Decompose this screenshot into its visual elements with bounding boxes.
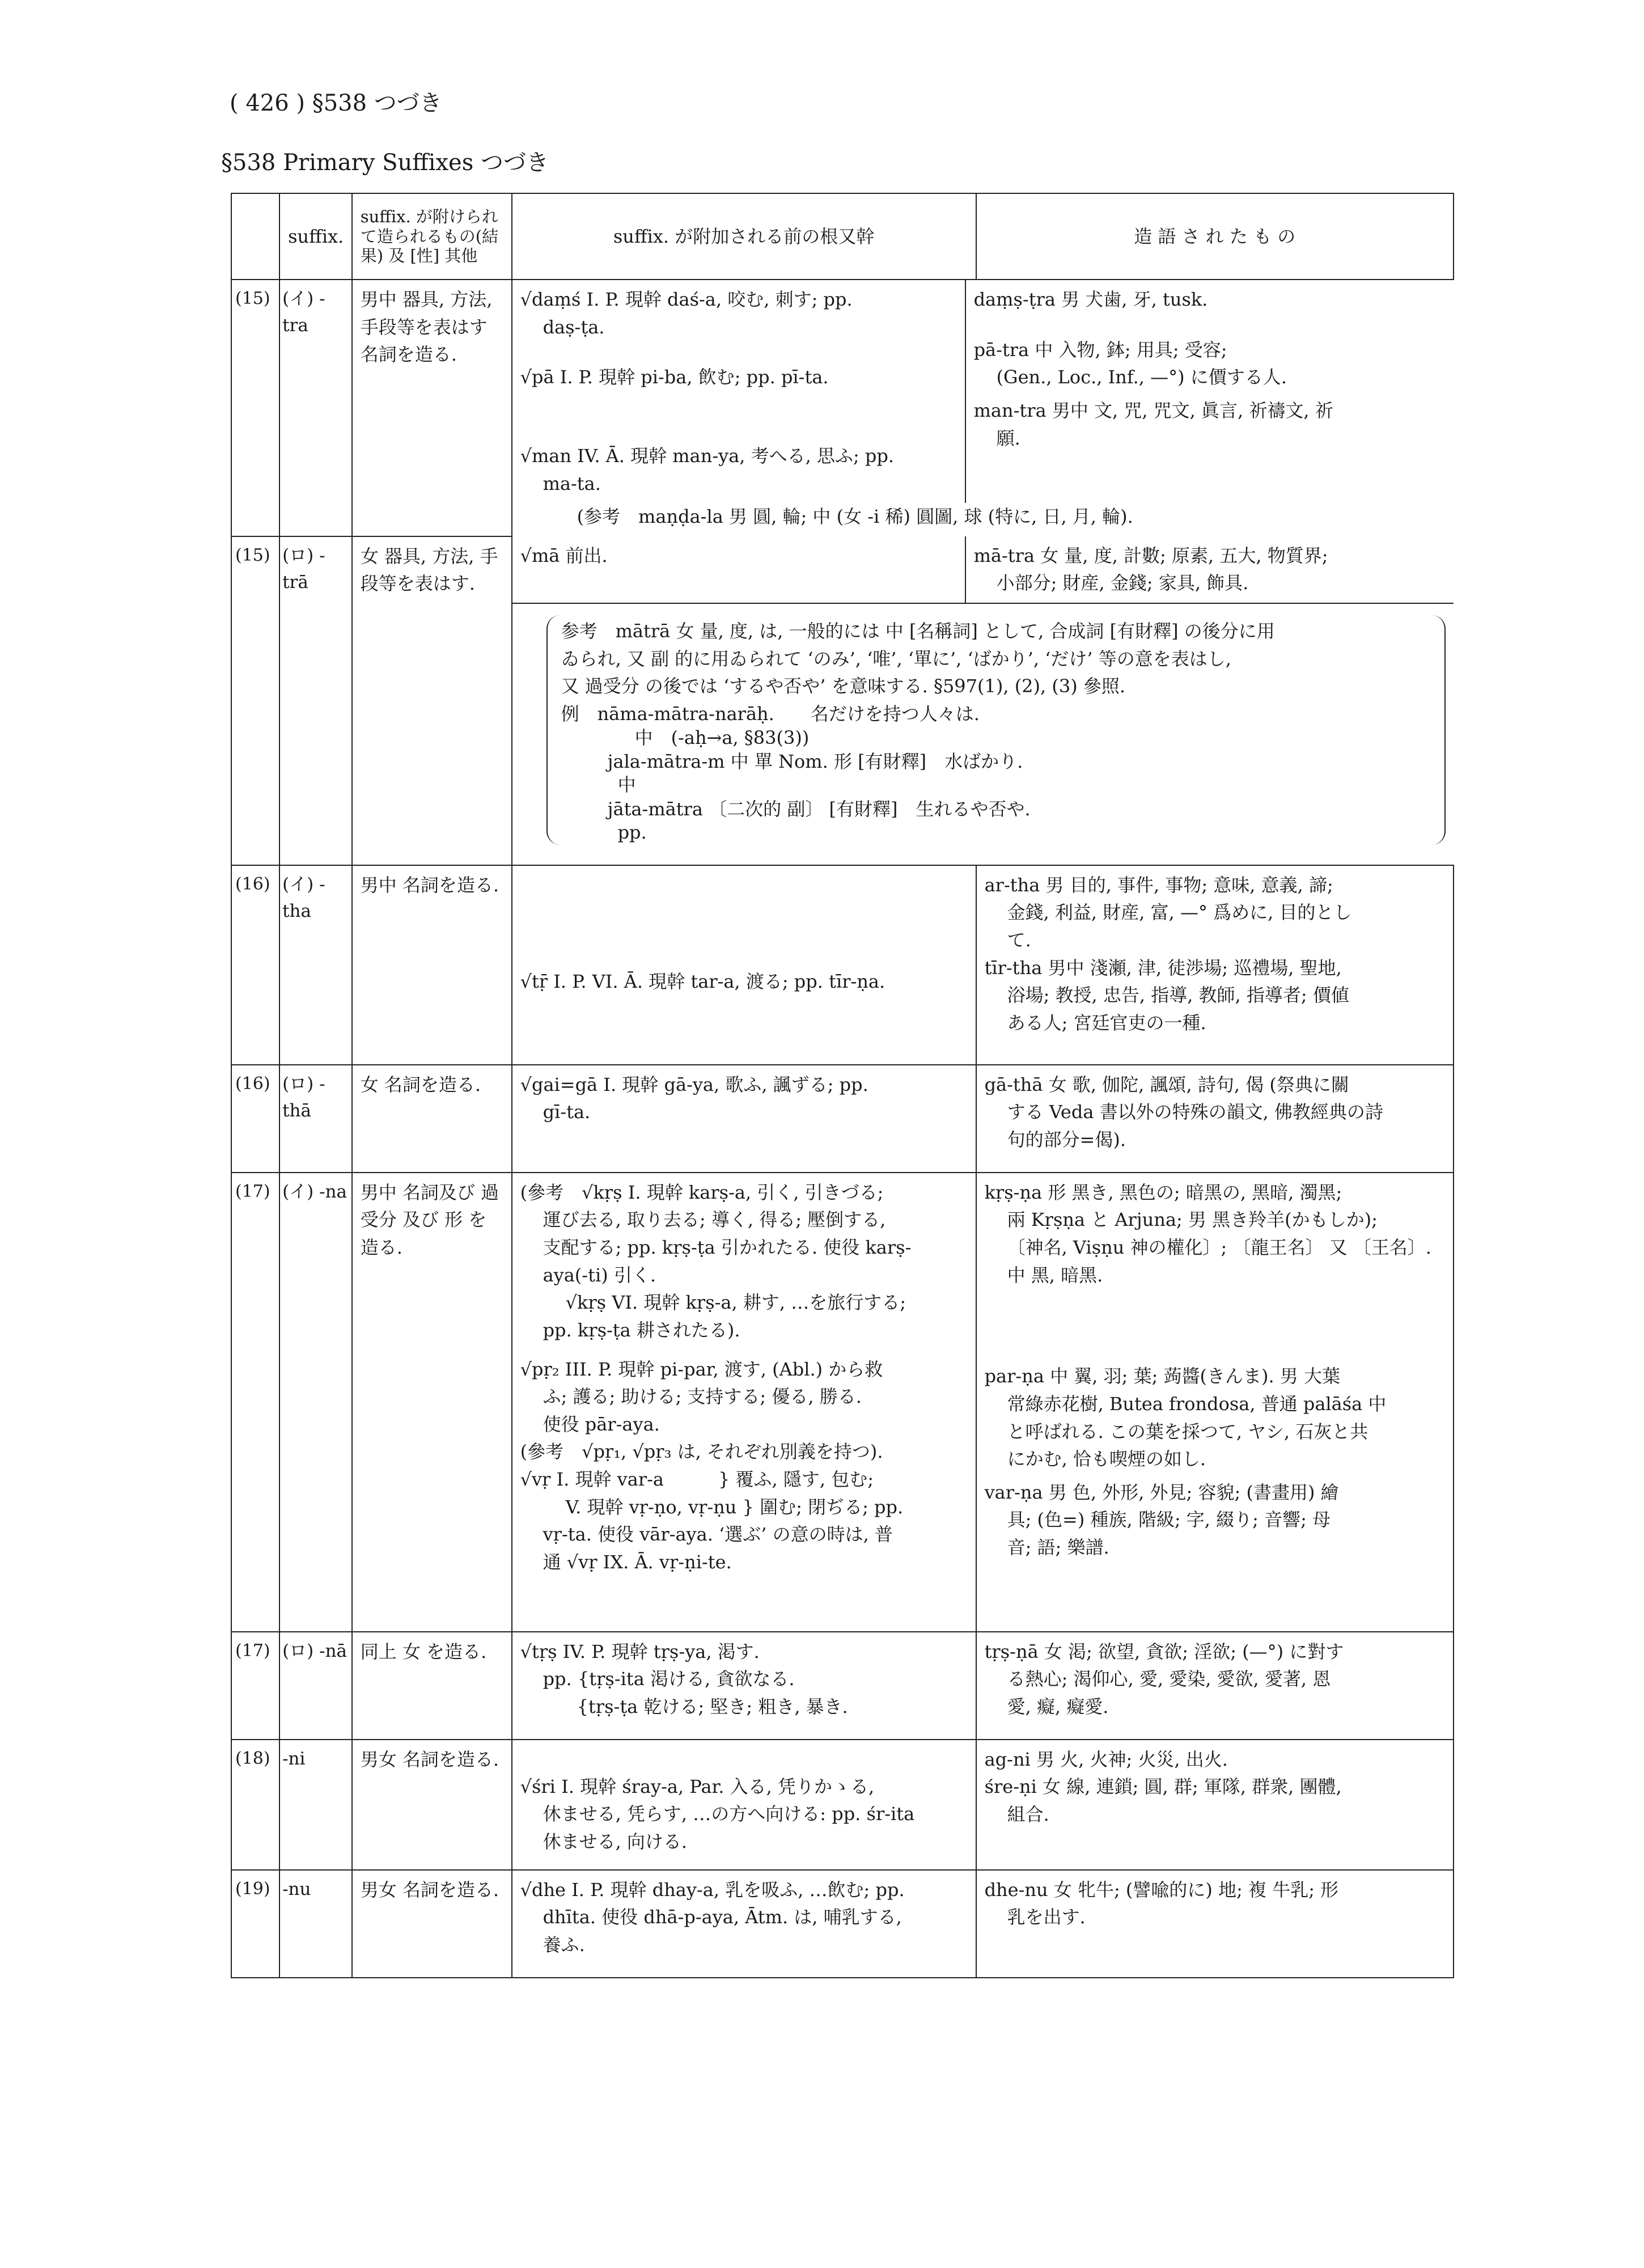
root-line: 運び去る, 取り去る; 導く, 得る; 壓倒する, bbox=[543, 1209, 886, 1231]
root-line: pp. {tṛṣ-ita 渇ける, 貪欲なる. bbox=[543, 1668, 795, 1690]
spacer bbox=[974, 314, 1446, 336]
spacer bbox=[520, 871, 968, 968]
header-root: suffix. が附加される前の根又幹 bbox=[512, 193, 976, 280]
root-line: √vṛ I. 現幹 var-a } 覆ふ, 隱す, 包む; bbox=[520, 1469, 874, 1490]
root-line: gī-ta. bbox=[543, 1101, 591, 1123]
formed-line: par-ṇa 中 翼, 羽; 葉; 蒟醬(きんま). 男 大葉 bbox=[984, 1365, 1341, 1387]
note-line: 例 nāma-mātra-narāḥ. 名だけを持つ人々は. bbox=[561, 703, 980, 725]
note-line: pp. bbox=[617, 822, 647, 844]
formed-line: 浴場; 教授, 忠告, 指導, 教師, 指導者; 價値 bbox=[1007, 984, 1349, 1006]
formed-line: る熱心; 渴仰心, 愛, 愛染, 愛欲, 愛著, 恩 bbox=[1007, 1668, 1331, 1690]
formed-cell bbox=[976, 1065, 1454, 1173]
formed-line: var-ṇa 男 色, 外形, 外見; 容貌; (書畫用) 繪 bbox=[984, 1481, 1339, 1503]
root-cell bbox=[512, 536, 965, 603]
root-line: (參考 √pṛ₁, √pṛ₃ は, それぞれ別義を持つ). bbox=[520, 1441, 883, 1463]
formed-line: 金錢, 利益, 財産, 富, —° 爲めに, 目的とし bbox=[1007, 902, 1352, 924]
row-number: (15) bbox=[231, 536, 279, 865]
root-line: √man IV. Ā. 現幹 man-ya, 考へる, 思ふ; pp. bbox=[520, 445, 895, 467]
root-line: ma-ta. bbox=[543, 472, 601, 494]
root-line: 使役 pār-aya. bbox=[543, 1413, 660, 1435]
formed-line: 句的部分=偈). bbox=[1007, 1129, 1126, 1150]
table-row bbox=[231, 1173, 1454, 1632]
formed-line: 〔神名, Viṣṇu 神の權化〕; 〔龍王名〕 又 〔王名〕. bbox=[1007, 1237, 1431, 1258]
row-number: (18) bbox=[231, 1740, 279, 1870]
formed-line: にかむ, 恰も喫煙の如し. bbox=[1007, 1448, 1206, 1470]
note-line: ゐられ, 又 副 的に用ゐられて ‘のみ’, ‘唯’, ‘單に’, ‘ばかり’, ‘だけ’ 等の意を表はし, bbox=[561, 648, 1231, 670]
formed-line: 愛, 癡, 癡愛. bbox=[1007, 1696, 1109, 1717]
root-line: √daṃś I. P. 現幹 daś-a, 咬む, 刺す; pp. bbox=[520, 289, 853, 310]
result-cell: 男中 名詞を造る. bbox=[352, 865, 512, 1065]
root-line: ふ; 護る; 助ける; 支持する; 優る, 勝る. bbox=[543, 1386, 862, 1408]
suffix-cell: (イ) -tra bbox=[279, 280, 352, 536]
formed-line: 中 黑, 暗黑. bbox=[1007, 1264, 1103, 1286]
table-row bbox=[231, 1740, 1454, 1870]
formed-line: gā-thā 女 歌, 伽陀, 諷頌, 詩句, 偈 (祭典に關 bbox=[984, 1073, 1349, 1095]
result-cell: 女 器具, 方法, 手段等を表はす. bbox=[352, 536, 512, 865]
suffix-cell: (ロ) -nā bbox=[279, 1632, 352, 1740]
note-line: 中 (-aḥ→a, §83(3)) bbox=[634, 726, 810, 748]
spacer bbox=[985, 1473, 1445, 1479]
inner-table bbox=[512, 280, 1454, 536]
result-cell: 男女 名詞を造る. bbox=[352, 1740, 512, 1870]
formed-line: (Gen., Loc., Inf., —°) に價する人. bbox=[996, 366, 1287, 388]
header-result: suffix. が附けられて造られるもの(結果) 及 [性] 其他 bbox=[352, 193, 512, 280]
root-formed-group bbox=[512, 280, 1454, 536]
root-line: daṣ-ṭa. bbox=[543, 316, 605, 338]
formed-line: ある人; 宮廷官吏の一種. bbox=[1007, 1012, 1206, 1034]
table-row bbox=[231, 1065, 1454, 1173]
page-header: ( 426 ) §538 つづき bbox=[230, 90, 442, 116]
header-formed: 造 語 さ れ た も の bbox=[976, 193, 1454, 280]
root-line: √kṛṣ VI. 現幹 kṛṣ-a, 耕す, …を旅行する; bbox=[565, 1292, 906, 1314]
row-number: (16) bbox=[231, 865, 279, 1065]
formed-line: する Veda 書以外の特殊の韻文, 佛教經典の詩 bbox=[1007, 1101, 1383, 1123]
spacer bbox=[985, 1289, 1445, 1363]
root-formed-group bbox=[512, 536, 1454, 865]
spacer bbox=[520, 1746, 968, 1773]
suffix-cell: (イ) -tha bbox=[279, 865, 352, 1065]
root-line: vṛ-ta. 使役 vār-aya. ‘選ぶ’ の意の時は, 普 bbox=[543, 1524, 893, 1546]
header-suffix: suffix. bbox=[279, 193, 352, 280]
root-line: 休ませる, 向ける. bbox=[543, 1831, 688, 1852]
formed-line: 音; 語; 樂譜. bbox=[1007, 1537, 1109, 1558]
table-row bbox=[231, 280, 1454, 536]
formed-line: 乳を出す. bbox=[1007, 1906, 1086, 1928]
formed-line: man-tra 男中 文, 咒, 咒文, 眞言, 祈禱文, 祈 bbox=[973, 399, 1333, 421]
formed-line: tīr-tha 男中 淺瀬, 津, 徒渉場; 巡禮場, 聖地, bbox=[984, 957, 1342, 979]
note-line: jāta-mātra 〔二次的 副〕 [有財釋] 生れるや否や. bbox=[607, 798, 1031, 820]
formed-cell bbox=[976, 1740, 1454, 1870]
spacer bbox=[520, 391, 957, 442]
note-line: 中 bbox=[617, 774, 636, 796]
root-line: √dhe I. P. 現幹 dhay-a, 乳を吸ふ, …飲む; pp. bbox=[520, 1878, 905, 1901]
root-line: √tṝ I. P. VI. Ā. 現幹 tar-a, 渡る; pp. tīr-ṇa. bbox=[520, 970, 885, 992]
table-row bbox=[231, 865, 1454, 1065]
suffix-cell: (イ) -na bbox=[279, 1173, 352, 1632]
result-cell: 同上 女 を造る. bbox=[352, 1632, 512, 1740]
formed-line: pā-tra 中 入物, 鉢; 用具; 受容; bbox=[973, 338, 1227, 361]
result-cell: 女 名詞を造る. bbox=[352, 1065, 512, 1173]
root-line: V. 現幹 vṛ-ṇo, vṛ-ṇu } 圍む; 閉ぢる; pp. bbox=[565, 1496, 904, 1518]
suffix-table bbox=[231, 193, 1454, 1978]
root-line: √gai=gā I. 現幹 gā-ya, 歌ふ, 諷ずる; pp. bbox=[520, 1073, 868, 1095]
root-line: √pā I. P. 現幹 pi-ba, 飲む; pp. pī-ta. bbox=[520, 366, 829, 388]
row-number: (17) bbox=[231, 1632, 279, 1740]
root-cell bbox=[512, 1870, 976, 1978]
suffix-cell: (ロ) -thā bbox=[279, 1065, 352, 1173]
formed-cell bbox=[976, 1632, 1454, 1740]
formed-line: tṛṣ-ṇā 女 渇; 欲望, 貪欲; 淫欲; (—°) に對す bbox=[984, 1640, 1344, 1662]
root-cell bbox=[512, 1740, 976, 1870]
root-line: (參考 √kṛṣ I. 現幹 karṣ-a, 引く, 引きづる; bbox=[520, 1181, 884, 1203]
formed-cell bbox=[965, 536, 1454, 603]
table-row bbox=[231, 1632, 1454, 1740]
header-num bbox=[231, 193, 279, 280]
formed-line: 具; (色=) 種族, 階級; 字, 綴り; 音響; 母 bbox=[1007, 1509, 1331, 1531]
formed-line: 願. bbox=[996, 427, 1020, 449]
root-line: 支配する; pp. kṛṣ-ṭa 引かれたる. 使役 karṣ- bbox=[543, 1237, 912, 1258]
section-title: §538 Primary Suffixes つづき bbox=[221, 150, 549, 176]
formed-line: ar-tha 男 目的, 事件, 事物; 意味, 意義, 諦; bbox=[984, 874, 1333, 896]
table-row bbox=[231, 1870, 1454, 1978]
row-number: (19) bbox=[231, 1870, 279, 1978]
root-line: dhīta. 使役 dhā-p-aya, Ātm. は, 哺乳する, bbox=[543, 1906, 902, 1928]
table-row bbox=[231, 536, 1454, 865]
note-cell bbox=[512, 603, 1454, 856]
formed-line: mā-tra 女 量, 度, 計數; 原素, 五大, 物質界; bbox=[973, 544, 1328, 566]
formed-line: 兩 Kṛṣṇa と Arjuna; 男 黑き羚羊(かもしか); bbox=[1007, 1209, 1378, 1231]
row-number: (16) bbox=[231, 1065, 279, 1173]
root-cell bbox=[512, 1173, 976, 1632]
note-line: 又 過受分 の後では ‘するや否や’ を意味する. §597(1), (2), (3) 參照. bbox=[561, 675, 1126, 697]
formed-line: 常綠赤花樹, Butea frondosa, 普通 palāśa 中 bbox=[1007, 1393, 1387, 1415]
formed-line: kṛṣ-ṇa 形 黑き, 黑色の; 暗黑の, 黑暗, 濁黑; bbox=[984, 1181, 1342, 1203]
spacer bbox=[520, 1344, 968, 1356]
root-line: √mā 前出. bbox=[520, 544, 608, 566]
inner-table bbox=[512, 536, 1454, 857]
root-line: √pṛ₂ III. P. 現幹 pi-par, 渡す, (Abl.) から救 bbox=[520, 1358, 883, 1380]
formed-cell bbox=[976, 865, 1454, 1065]
formed-line: dhe-nu 女 牝牛; (譬喩的に) 地; 複 牛乳; 形 bbox=[984, 1878, 1339, 1901]
formed-line: て. bbox=[1007, 929, 1031, 951]
root-line: √śri I. 現幹 śray-a, Par. 入る, 凭りかゝる, bbox=[520, 1775, 875, 1797]
root-line: 休ませる, 凭らす, …の方へ向ける: pp. śr-ita bbox=[543, 1803, 915, 1825]
spacer bbox=[974, 391, 1446, 397]
root-line: aya(-ti) 引く. bbox=[543, 1264, 656, 1286]
formed-line: と呼ばれる. この葉を採つて, ヤシ, 石灰と共 bbox=[1007, 1420, 1368, 1442]
root-cell bbox=[512, 865, 976, 1065]
result-cell: 男中 器具, 方法, 手段等を表はす名詞を造る. bbox=[352, 280, 512, 536]
root-cell bbox=[512, 1632, 976, 1740]
spacer bbox=[520, 341, 957, 363]
result-cell: 男中 名詞及び 過受分 及び 形 を造る. bbox=[352, 1173, 512, 1632]
result-cell: 男女 名詞を造る. bbox=[352, 1870, 512, 1978]
formed-cell bbox=[976, 1870, 1454, 1978]
formed-cell bbox=[976, 1173, 1454, 1632]
formed-cell bbox=[965, 280, 1454, 503]
root-line: √tṛṣ IV. P. 現幹 tṛṣ-ya, 渇す. bbox=[520, 1640, 760, 1662]
formed-line: śre-ṇi 女 線, 連鎖; 圓, 群; 軍隊, 群衆, 團體, bbox=[984, 1776, 1342, 1798]
formed-line: daṃṣ-ṭra 男 犬歯, 牙, tusk. bbox=[973, 289, 1208, 310]
root-cell bbox=[512, 1065, 976, 1173]
table-header-row bbox=[231, 193, 1454, 280]
reference-note bbox=[546, 615, 1446, 845]
formed-line: ag-ni 男 火, 火神; 火災, 出火. bbox=[984, 1748, 1228, 1770]
root-cell bbox=[512, 280, 965, 503]
note-line: 参考 mātrā 女 量, 度, は, 一般的には 中 [名稱詞] として, 合成詞 [有財釋] の後分に用 bbox=[561, 620, 1275, 642]
note-cell: (参考 maṇḍa-la 男 圓, 輪; 中 (女 -i 稀) 圓圖, 球 (特に, 日, 月, 輪). bbox=[577, 506, 1133, 528]
formed-line: 小部分; 財産, 金錢; 家具, 飾具. bbox=[996, 572, 1249, 594]
suffix-cell: -ni bbox=[279, 1740, 352, 1870]
root-line: 通 √vṛ IX. Ā. vṛ-ṇi-te. bbox=[543, 1551, 732, 1573]
note-line: jala-mātra-m 中 單 Nom. 形 [有財釋] 水ばかり. bbox=[607, 750, 1023, 772]
suffix-cell: -nu bbox=[279, 1870, 352, 1978]
suffix-cell: (ロ) -trā bbox=[279, 536, 352, 865]
root-line: 養ふ. bbox=[543, 1934, 585, 1956]
row-number: (15) bbox=[231, 280, 279, 536]
root-line: {tṛṣ-ṭa 乾ける; 堅き; 粗き, 暴き. bbox=[577, 1696, 848, 1717]
root-line: pp. kṛṣ-ṭa 耕されたる). bbox=[543, 1319, 740, 1341]
row-number: (17) bbox=[231, 1173, 279, 1632]
formed-line: 組合. bbox=[1007, 1804, 1049, 1825]
